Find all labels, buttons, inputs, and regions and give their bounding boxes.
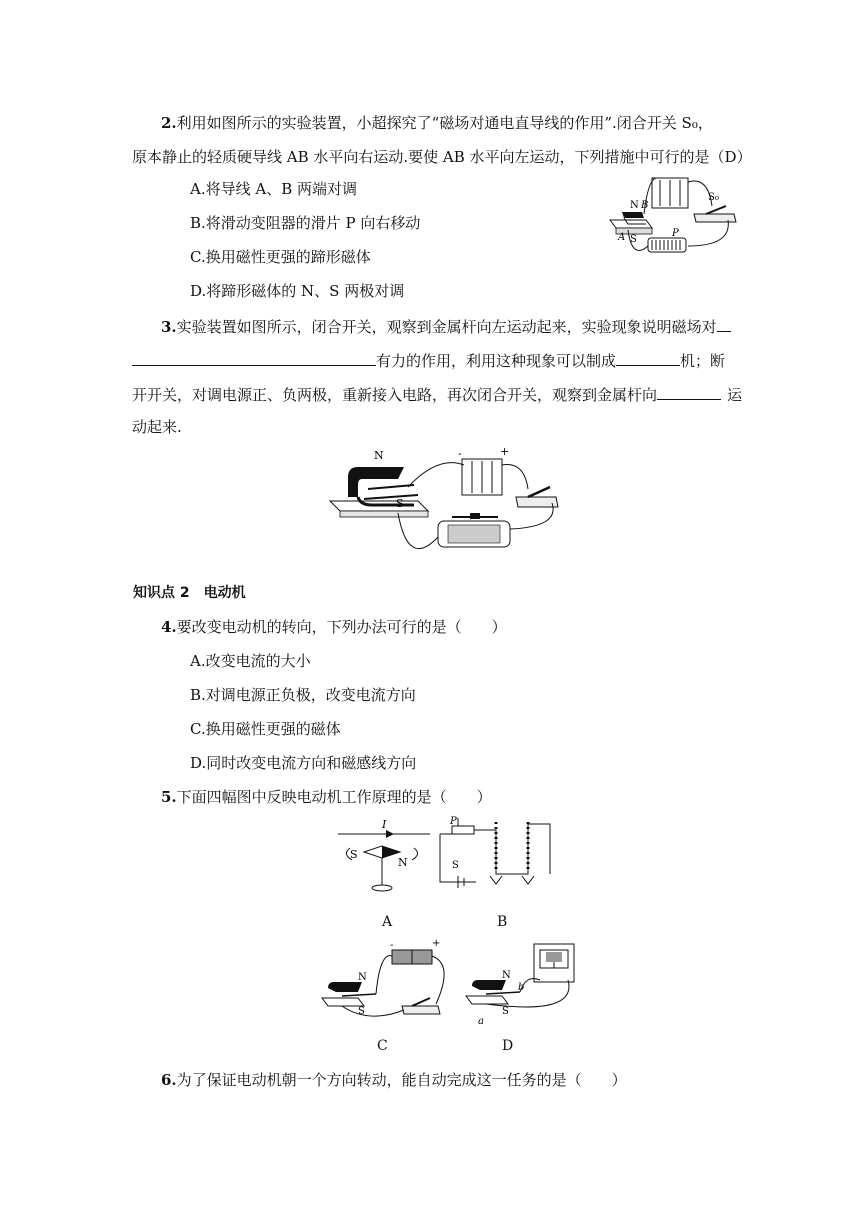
q6-stem bbox=[161, 1070, 627, 1090]
q5-stem-text: 下面四幅图中反映电动机工作原理的是（ ） bbox=[176, 788, 492, 806]
q5-fig-d-b: b bbox=[518, 982, 525, 993]
q5-caption-c: C bbox=[377, 1038, 388, 1054]
q3-line2 bbox=[132, 349, 725, 371]
q3-text1: 实验装置如图所示，闭合开关，观察到金属杆向左运动起来，实验现象说明磁场对 bbox=[176, 318, 717, 336]
q3-blank1[interactable] bbox=[132, 349, 376, 366]
q2-fig-s: S bbox=[630, 234, 637, 245]
q3-line4: 动起来. bbox=[132, 418, 182, 436]
q3-fig-s: S bbox=[396, 497, 404, 510]
q2-stem-line2: 原本静止的轻质硬导线 AB 水平向右运动.要使 AB 水平向左运动，下列措施中可行的是（D） bbox=[132, 148, 752, 166]
q4-stem-text: 要改变电动机的转向，下列办法可行的是（ ） bbox=[176, 618, 507, 636]
q5-caption-d: D bbox=[502, 1038, 514, 1054]
q4-number: 4. bbox=[161, 618, 177, 636]
q4-option-d: D.同时改变电流方向和磁感线方向 bbox=[190, 754, 417, 772]
q5-stem bbox=[161, 787, 492, 807]
q2-option-b: B.将滑动变阻器的滑片 P 向右移动 bbox=[190, 214, 421, 232]
q5-caption-a: A bbox=[382, 914, 393, 930]
q5-figure-b bbox=[436, 814, 556, 894]
q4-stem bbox=[161, 617, 507, 637]
q5-fig-c-plus: + bbox=[432, 938, 441, 949]
q5-fig-d-n: N bbox=[502, 970, 511, 981]
section-title: 知识点 2 电动机 bbox=[133, 585, 246, 601]
q3-line3 bbox=[132, 383, 742, 405]
q2-fig-s0: S₀ bbox=[708, 192, 719, 203]
q3-figure bbox=[328, 445, 560, 571]
q6-number: 6. bbox=[161, 1071, 177, 1089]
q2-number: 2. bbox=[161, 114, 177, 132]
q3-blank1-start[interactable] bbox=[717, 315, 731, 332]
q2-option-a: A.将导线 A、B 两端对调 bbox=[190, 180, 357, 198]
q4-option-b: B.对调电源正负极，改变电流方向 bbox=[190, 686, 416, 704]
q2-fig-b: B bbox=[641, 200, 649, 211]
q4-option-a: A.改变电流的大小 bbox=[190, 652, 311, 670]
q5-fig-b-p: P bbox=[450, 816, 457, 827]
q5-fig-d-a: a bbox=[478, 1016, 484, 1027]
q2-option-c: C.换用磁性更强的蹄形磁体 bbox=[190, 248, 371, 266]
q5-figure-c bbox=[318, 938, 458, 1030]
q5-fig-a-i: I bbox=[382, 818, 387, 831]
q3-text4: 开开关，对调电源正、负两极，重新接入电路，再次闭合开关，观察到金属杆向 bbox=[132, 386, 658, 404]
q4-option-c: C.换用磁性更强的磁体 bbox=[190, 720, 341, 738]
q5-fig-c-minus: - bbox=[390, 940, 394, 951]
q5-figure-a bbox=[336, 818, 432, 898]
q2-figure bbox=[608, 170, 738, 270]
q2-option-d: D.将蹄形磁体的 N、S 两极对调 bbox=[190, 282, 405, 300]
q5-fig-a-s: S bbox=[350, 848, 358, 861]
q3-blank2[interactable] bbox=[616, 349, 680, 366]
q5-fig-c-n: N bbox=[358, 972, 367, 983]
q5-fig-b-s: S bbox=[452, 860, 459, 871]
q2-fig-a: A bbox=[618, 232, 626, 243]
q3-blank3[interactable] bbox=[657, 383, 721, 400]
q3-text2: 有力的作用，利用这种现象可以制成 bbox=[376, 352, 617, 370]
q5-fig-d-s: S bbox=[502, 1006, 509, 1017]
q3-fig-plus: + bbox=[500, 445, 510, 458]
q3-number: 3. bbox=[161, 318, 177, 336]
q5-caption-b: B bbox=[497, 914, 508, 930]
q5-fig-c-s: S bbox=[358, 1006, 365, 1017]
q5-number: 5. bbox=[161, 788, 177, 806]
q5-fig-a-n: N bbox=[398, 856, 408, 869]
q3-text5: 运 bbox=[727, 386, 743, 404]
q5-figure-d bbox=[462, 940, 588, 1030]
q2-fig-n: N bbox=[630, 200, 639, 211]
q3-line1 bbox=[161, 315, 731, 337]
q6-stem-text: 为了保证电动机朝一个方向转动，能自动完成这一任务的是（ ） bbox=[176, 1071, 627, 1089]
q2-stem-line1 bbox=[161, 113, 713, 133]
q3-text3: 机；断 bbox=[680, 352, 726, 370]
q3-fig-minus: - bbox=[458, 447, 462, 460]
q3-fig-n: N bbox=[374, 449, 384, 462]
q2-fig-p: P bbox=[672, 228, 679, 239]
q2-stem-text1: 利用如图所示的实验装置，小超探究了“磁场对通电直导线的作用”.闭合开关 S₀， bbox=[176, 114, 713, 132]
